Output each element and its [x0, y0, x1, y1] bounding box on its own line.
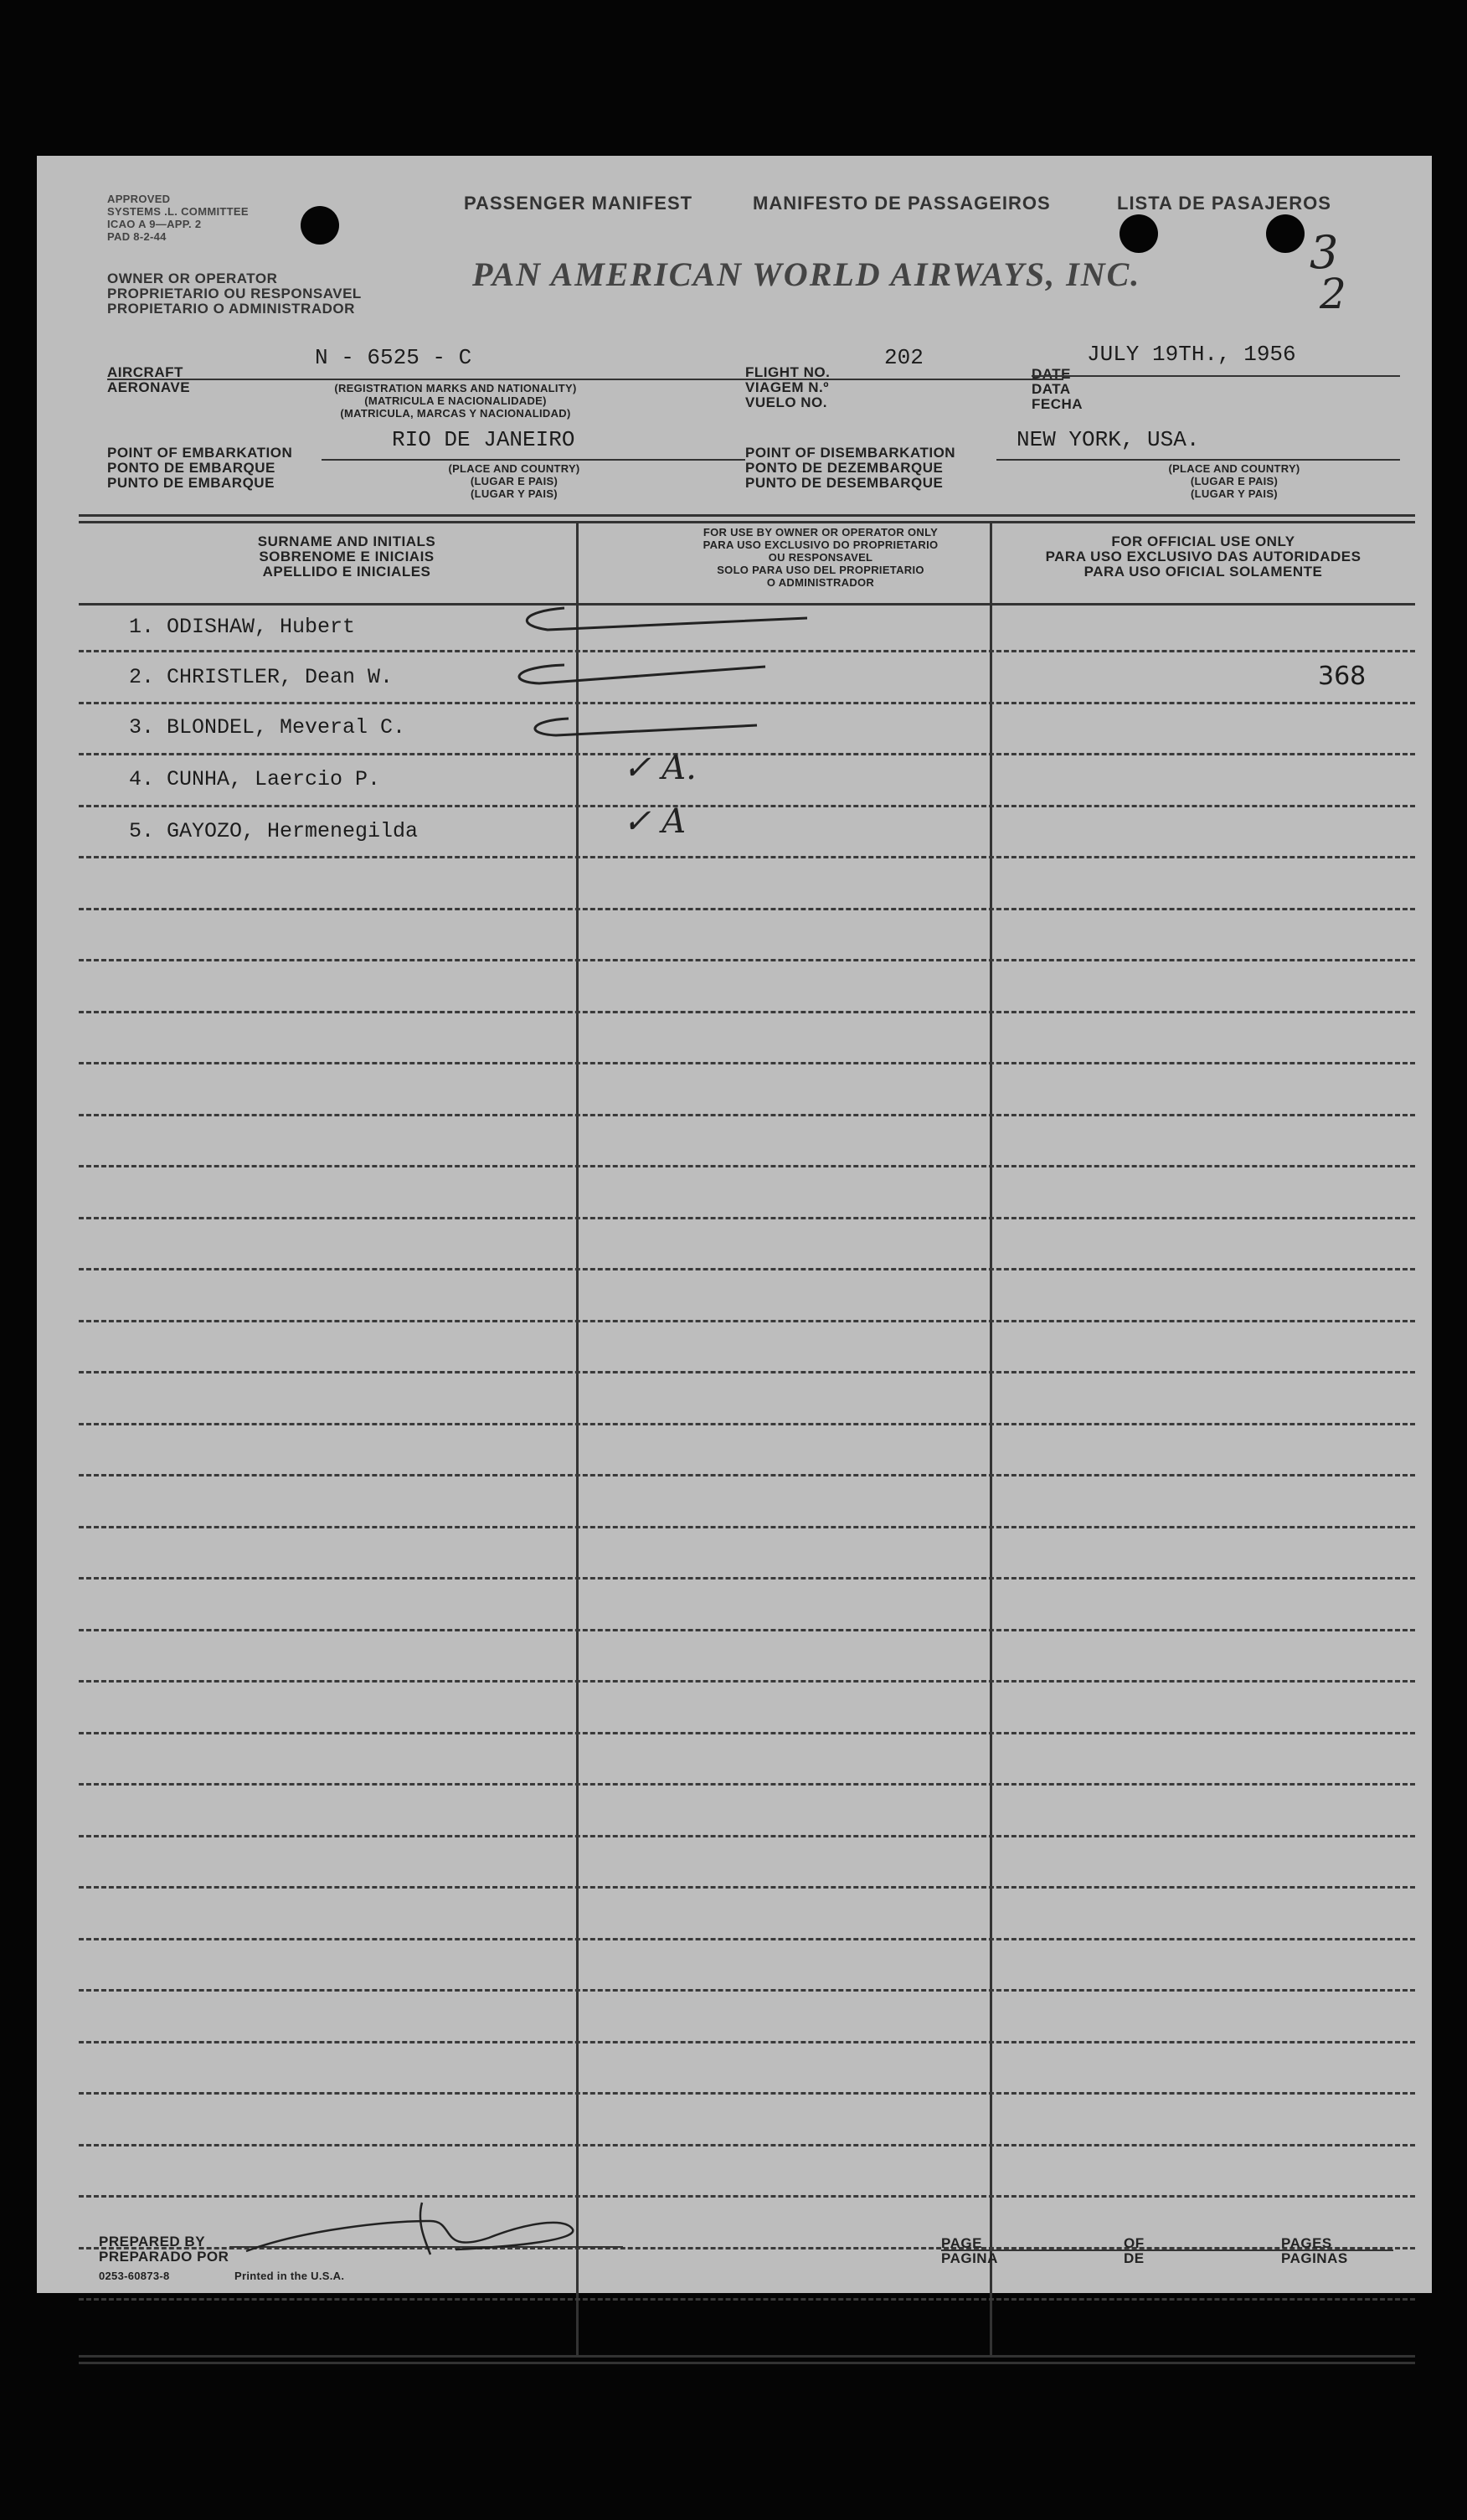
row-line	[79, 908, 1415, 910]
row-line	[79, 1474, 1415, 1476]
title-lista: LISTA DE PASAJEROS	[1117, 193, 1331, 214]
page-label: PAGE PAGINA	[941, 2235, 998, 2266]
embarkation-underline	[322, 459, 745, 461]
check-stroke	[535, 719, 757, 735]
pages-label: PAGES PAGINAS	[1281, 2235, 1348, 2266]
passenger-row-5: 5. GAYOZO, Hermenegilda	[129, 819, 419, 843]
col-header-official: FOR OFFICIAL USE ONLY PARA USO EXCLUSIVO DAS AUTORIDADES PARA USO OFICIAL SOLAMENTE	[1045, 533, 1361, 580]
check-stroke	[527, 608, 807, 630]
disembarkation-subtitle: (PLACE AND COUNTRY) (LUGAR E PAIS) (LUGAR Y PAIS)	[1168, 462, 1300, 500]
row-line	[79, 1835, 1415, 1837]
punch-hole	[301, 206, 339, 245]
row-line	[79, 1577, 1415, 1580]
passenger-row-2: 2. CHRISTLER, Dean W.	[129, 665, 394, 689]
col-header-names: SURNAME AND INITIALS SOBRENOME E INICIAIS APELLIDO E INICIALES	[257, 533, 436, 580]
table-top-rule	[79, 514, 1415, 517]
operator-mark-4: ✓ A.	[623, 749, 697, 787]
operator-mark-5: ✓ A	[623, 802, 687, 841]
company-name: PAN AMERICAN WORLD AIRWAYS, INC.	[472, 255, 1141, 293]
date-value: JULY 19TH., 1956	[1087, 342, 1296, 367]
row-line	[79, 1938, 1415, 1940]
row-line	[79, 1886, 1415, 1889]
row-line	[79, 1629, 1415, 1631]
row-line	[79, 959, 1415, 961]
row-line	[79, 1526, 1415, 1528]
row-line	[79, 1062, 1415, 1064]
embarkation-subtitle: (PLACE AND COUNTRY) (LUGAR E PAIS) (LUGAR Y PAIS)	[448, 462, 580, 500]
row-line	[79, 2144, 1415, 2146]
owner-label: OWNER OR OPERATOR PROPRIETARIO OU RESPONSAVEL PROPIETARIO O ADMINISTRADOR	[107, 271, 362, 317]
row-line	[79, 1114, 1415, 1116]
flight-value: 202	[884, 345, 924, 370]
flight-label: FLIGHT NO. VIAGEM N.º VUELO NO.	[745, 364, 831, 410]
col-header-operator: FOR USE BY OWNER OR OPERATOR ONLY PARA USO EXCLUSIVO DO PROPRIETARIO OU RESPONSAVEL SOLO PARA USO DEL PROPRIETARIO O ADMINISTRADOR	[703, 526, 939, 589]
date-label: DATE DATA FECHA	[1032, 366, 1084, 412]
approval-block: APPROVED SYSTEMS .L. COMMITTEE ICAO A 9—APP. 2 PAD 8-2-44	[107, 193, 249, 243]
row-line	[79, 2092, 1415, 2095]
prepared-by-label: PREPARED BY PREPARADO POR	[99, 2234, 229, 2265]
official-value-2: 368	[1318, 662, 1367, 691]
row-line	[79, 1680, 1415, 1683]
disembarkation-label: POINT OF DISEMBARKATION PONTO DE DEZEMBARQUE PUNTO DE DESEMBARQUE	[745, 445, 956, 491]
row-line	[79, 1011, 1415, 1013]
row-line	[79, 1371, 1415, 1373]
title-manifesto: MANIFESTO DE PASSAGEIROS	[753, 193, 1051, 214]
aircraft-underline	[107, 379, 760, 380]
signature	[238, 2196, 589, 2263]
printed-in-usa: Printed in the U.S.A.	[234, 2270, 345, 2282]
table-bottom-rule	[79, 2355, 1415, 2358]
row-line	[79, 2041, 1415, 2043]
column-divider	[576, 521, 579, 2355]
row-line	[79, 1165, 1415, 1167]
row-line	[79, 1423, 1415, 1425]
title-passenger-manifest: PASSENGER MANIFEST	[464, 193, 693, 214]
row-line	[79, 856, 1415, 858]
row-line	[79, 1320, 1415, 1322]
passenger-row-1: 1. ODISHAW, Hubert	[129, 615, 356, 639]
of-label: OF DE	[1124, 2235, 1145, 2266]
row-line	[79, 2298, 1415, 2301]
manifest-sheet	[37, 156, 1432, 2293]
table-top-rule	[79, 521, 1415, 523]
embarkation-value: RIO DE JANEIRO	[392, 427, 575, 452]
row-line	[79, 1783, 1415, 1786]
form-number: 0253-60873-8	[99, 2270, 170, 2282]
row-line	[79, 1217, 1415, 1219]
date-underline	[1032, 375, 1400, 377]
aircraft-subtitle: (REGISTRATION MARKS AND NATIONALITY) (MATRICULA E NACIONALIDADE) (MATRICULA, MARCAS Y NACIONALIDAD)	[334, 382, 577, 420]
passenger-row-3: 3. BLONDEL, Meveral C.	[129, 715, 406, 740]
corner-mark-2: 2	[1320, 270, 1346, 318]
passenger-row-4: 4. CUNHA, Laercio P.	[129, 767, 381, 791]
row-line	[79, 805, 1415, 807]
row-line	[79, 1268, 1415, 1270]
corner-mark-3: 3	[1310, 226, 1339, 279]
embarkation-label: POINT OF EMBARKATION PONTO DE EMBARQUE PUNTO DE EMBARQUE	[107, 445, 293, 491]
row-line	[79, 1732, 1415, 1734]
row-line	[79, 1989, 1415, 1992]
aircraft-label: AIRCRAFT AERONAVE	[107, 364, 191, 395]
check-stroke	[519, 665, 765, 683]
aircraft-value: N - 6525 - C	[315, 345, 472, 370]
punch-hole	[1120, 214, 1158, 253]
disembarkation-underline	[996, 459, 1400, 461]
column-divider	[990, 521, 992, 2355]
flight-underline	[745, 379, 1063, 380]
disembarkation-value: NEW YORK, USA.	[1017, 427, 1200, 452]
table-bottom-rule	[79, 2362, 1415, 2364]
operator-check-marks	[489, 600, 807, 759]
punch-hole	[1266, 214, 1305, 253]
